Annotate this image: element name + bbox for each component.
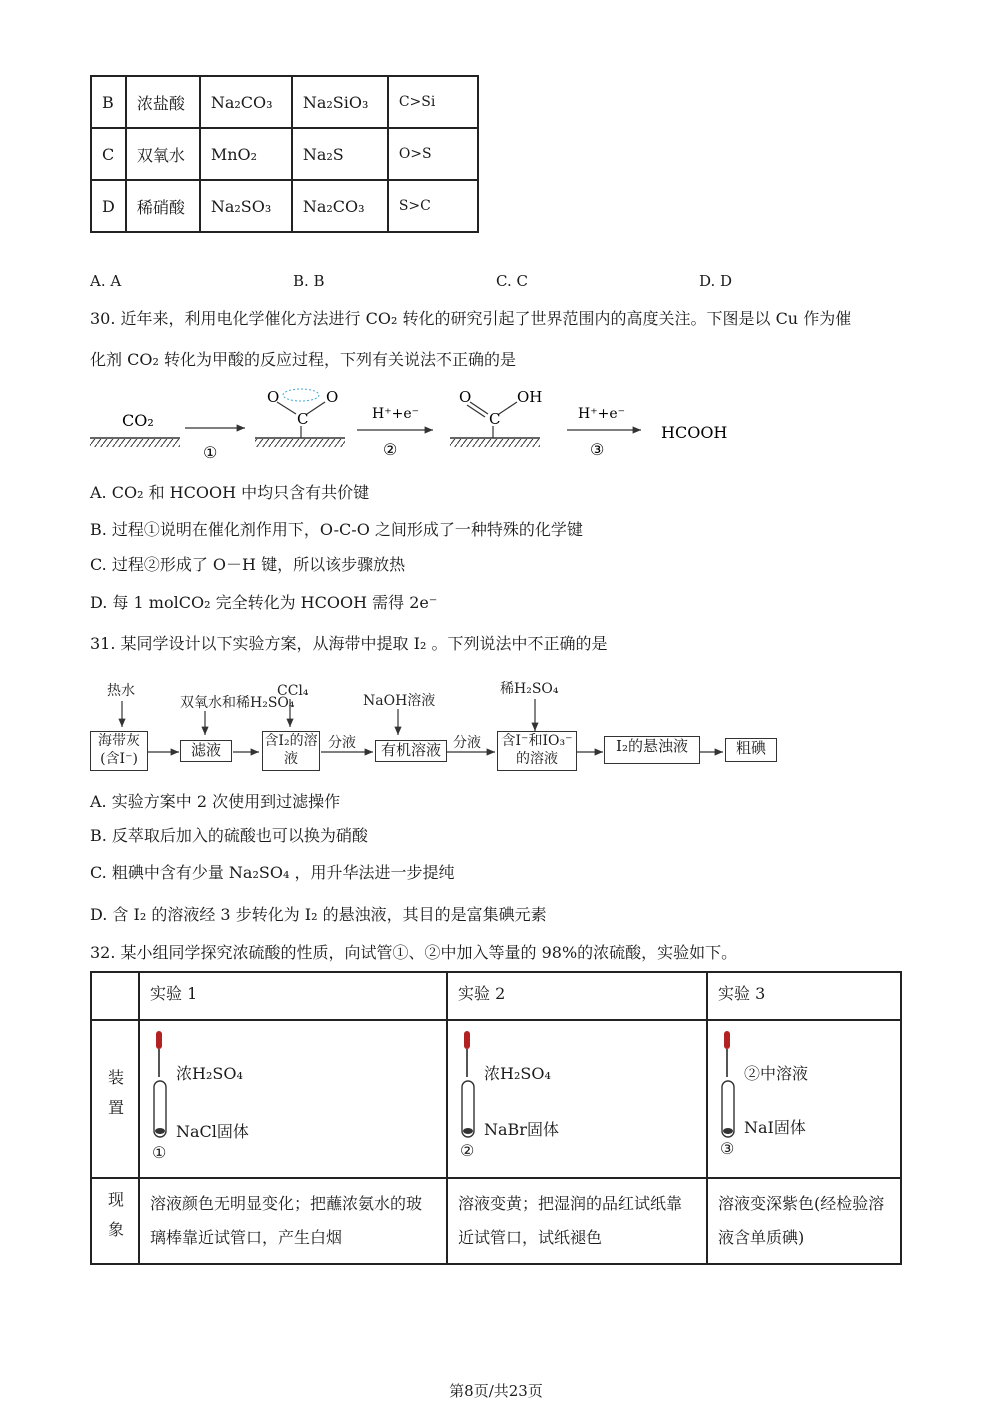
table-row (91, 128, 478, 180)
reagent-label: H⁺+e⁻ (372, 406, 420, 422)
cell: MnO₂ (200, 128, 292, 180)
phenomenon-cell: 溶液变深紫色(经检验溶液含单质碘) (707, 1178, 901, 1264)
q30-stem-line1: 30. 近年来，利用电化学催化方法进行 CO₂ 转化的研究引起了世界范围内的高度关注。下图是以 Cu 作为催 (90, 309, 852, 328)
cell: S>C (388, 180, 478, 232)
svg-text:O: O (459, 388, 472, 406)
apparatus-bottom: NaCl固体 (176, 1122, 249, 1141)
option-c: C. C (496, 272, 528, 290)
header-cell: 实验 3 (707, 972, 901, 1020)
q30-option-d: D. 每 1 molCO₂ 完全转化为 HCOOH 需得 2e⁻ (90, 593, 438, 612)
co2-label: CO₂ (122, 411, 154, 430)
row-header: 现象 (91, 1178, 139, 1264)
q32-stem: 32. 某小组同学探究浓硫酸的性质，向试管①、②中加入等量的 98%的浓硫酸，实验如下。 (90, 943, 738, 962)
reagent-naoh: NaOH溶液 (363, 693, 436, 709)
cell: C>Si (388, 76, 478, 128)
q30-option-c: C. 过程②形成了 O－H 键，所以该步骤放热 (90, 555, 406, 574)
step3-label: ③ (590, 440, 605, 459)
cell: Na₂CO₃ (200, 76, 292, 128)
apparatus-cell (447, 1020, 707, 1178)
table-row (91, 180, 478, 232)
q30-option-a: A. CO₂ 和 HCOOH 中均只含有共价键 (90, 483, 370, 502)
corner-cell (91, 972, 139, 1020)
row-header: 装置 (91, 1020, 139, 1178)
experiment-table (90, 971, 902, 1265)
flow-box: 粗碘 (725, 738, 777, 762)
q31-option-d: D. 含 I₂ 的溶液经 3 步转化为 I₂ 的悬浊液，其目的是富集碘元素 (90, 905, 547, 924)
flow-box: I₂的悬浊液 (604, 736, 700, 764)
page-footer: 第8页/共23页 (449, 1382, 543, 1400)
apparatus-num: ③ (720, 1139, 735, 1158)
cell: O>S (388, 128, 478, 180)
cell: Na₂SO₃ (200, 180, 292, 232)
svg-text:OH: OH (517, 388, 543, 406)
product-label: HCOOH (661, 423, 728, 442)
flow-box: 有机溶液 (375, 740, 447, 762)
apparatus-bottom: NaI固体 (744, 1118, 806, 1137)
option-a: A. A (90, 272, 122, 290)
reagent-ccl4: CCl₄ (277, 683, 309, 699)
reaction-diagram (85, 380, 785, 460)
row-label: C (91, 128, 126, 180)
option-d: D. D (699, 272, 733, 290)
apparatus-top: ②中溶液 (744, 1064, 809, 1083)
cell: 浓盐酸 (126, 76, 200, 128)
reagent-h2so4: 稀H₂SO₄ (500, 681, 559, 697)
apparatus-num: ① (152, 1143, 167, 1162)
apparatus-cell (707, 1020, 901, 1178)
q30-stem-line2: 化剂 CO₂ 转化为甲酸的反应过程，下列有关说法不正确的是 (90, 350, 516, 369)
arrow-label: 分液 (328, 735, 356, 751)
cell: Na₂CO₃ (292, 180, 388, 232)
q31-option-a: A. 实验方案中 2 次使用到过滤操作 (90, 792, 341, 811)
svg-text:O: O (326, 388, 339, 406)
flow-box: 海带灰(含I⁻) (90, 731, 148, 771)
phenomenon-cell: 溶液颜色无明显变化；把蘸浓氨水的玻璃棒靠近试管口，产生白烟 (139, 1178, 447, 1264)
phenomenon-cell: 溶液变黄；把湿润的品红试纸靠近试管口，试纸褪色 (447, 1178, 707, 1264)
svg-text:C: C (489, 410, 501, 428)
cell: 稀硝酸 (126, 180, 200, 232)
table-row (91, 1020, 901, 1178)
row-label: D (91, 180, 126, 232)
apparatus-cell (139, 1020, 447, 1178)
svg-text:O: O (267, 388, 280, 406)
cell: Na₂SiO₃ (292, 76, 388, 128)
table-row (91, 1178, 901, 1264)
table-row (91, 972, 901, 1020)
apparatus-num: ② (460, 1141, 475, 1160)
apparatus-top: 浓H₂SO₄ (484, 1064, 551, 1083)
option-b: B. B (293, 272, 325, 290)
cell: 双氧水 (126, 128, 200, 180)
q31-stem: 31. 某同学设计以下实验方案，从海带中提取 I₂ 。下列说法中不正确的是 (90, 634, 608, 653)
apparatus-bottom: NaBr固体 (484, 1120, 559, 1139)
header-cell: 实验 1 (139, 972, 447, 1020)
reagent-h2o2: 双氧水和稀H₂SO₄ (180, 695, 295, 711)
flow-box: 含I₂的溶液 (262, 731, 320, 771)
step1-label: ① (203, 443, 218, 460)
svg-text:C: C (297, 410, 309, 428)
header-cell: 实验 2 (447, 972, 707, 1020)
reagent-table (90, 75, 479, 233)
svg-text:H⁺+e⁻: H⁺+e⁻ (578, 406, 626, 422)
apparatus-top: 浓H₂SO₄ (176, 1064, 243, 1083)
q31-option-b: B. 反萃取后加入的硫酸也可以换为硝酸 (90, 826, 368, 845)
arrow-label: 分液 (453, 735, 481, 751)
q30-option-b: B. 过程①说明在催化剂作用下，O-C-O 之间形成了一种特殊的化学键 (90, 520, 583, 539)
reagent-hot-water: 热水 (107, 683, 135, 699)
flow-box: 含I⁻和IO₃⁻的溶液 (497, 731, 577, 771)
table-row (91, 76, 478, 128)
cell: Na₂S (292, 128, 388, 180)
q31-option-c: C. 粗碘中含有少量 Na₂SO₄ ，用升华法进一步提纯 (90, 863, 455, 882)
step2-label: ② (383, 440, 398, 459)
row-label: B (91, 76, 126, 128)
flow-box: 滤液 (180, 740, 232, 762)
